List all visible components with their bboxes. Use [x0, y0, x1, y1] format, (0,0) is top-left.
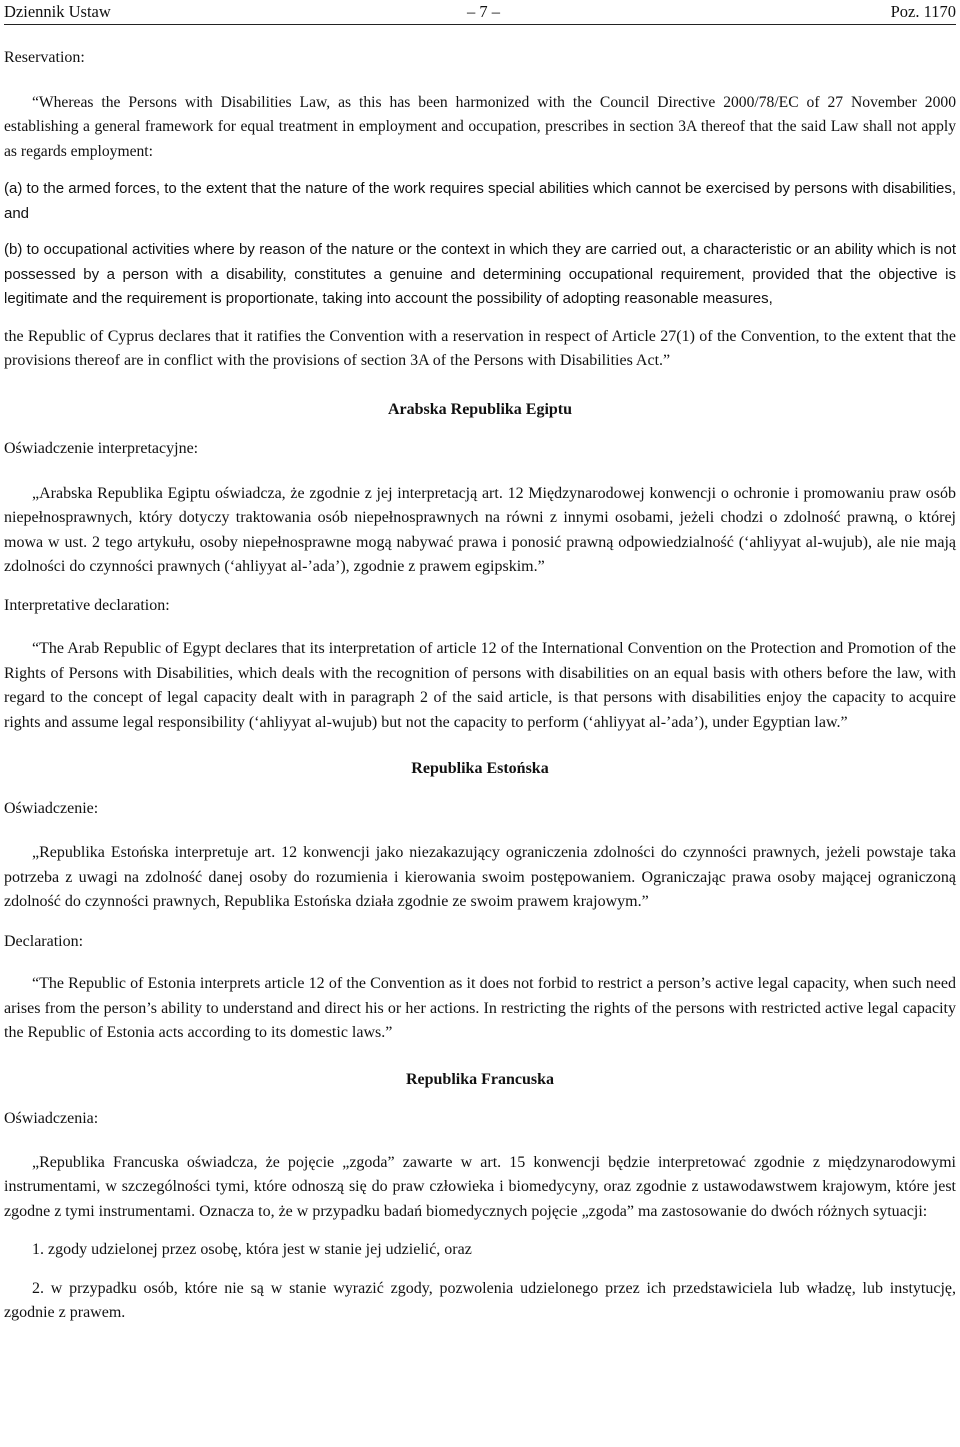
page-header — [4, 0, 956, 24]
country-heading-estonia: Republika Estońska — [411, 760, 549, 777]
document-page — [4, 0, 956, 1326]
cyprus-conclusion: the Republic of Cyprus declares that it ratifies the Convention with a reservation in respect of Article 27(1) of the Convention, to the extent that the provisions thereof are in conflict with the provisions of section 3A of the Persons with Disabilities Act.” — [4, 327, 956, 369]
header-divider — [4, 24, 956, 25]
egypt-section — [4, 398, 956, 736]
position-number: Poz. 1170 — [890, 2, 956, 21]
estonia-label-pl: Oświadczenie: — [4, 799, 99, 817]
page-number: – 7 – — [467, 2, 500, 21]
cyprus-item-a: (a) to the armed forces, to the extent that the nature of the work requires special abilities which cannot be exercised by persons with disabilities, and — [4, 180, 956, 222]
reservation-label: Reservation: — [4, 49, 85, 66]
france-item-2: 2. w przypadku osób, które nie są w stanie wyrazić zgody, pozwolenia udzielonego przez ich przedstawiciela lub władzę, lub instytucję, zgodnie z prawem. — [4, 1279, 956, 1321]
estonia-section — [4, 757, 956, 1046]
estonia-text-pl: „Republika Estońska interpretuje art. 12 konwencji jako niezakazujący ograniczenia zdolności do czynności prawnych, jeżeli powstaje taka potrzeba z uwagi na zdolność danej osoby do rozumienia i kierowania swoim postępowaniem. Ograniczając prawa osoby mającej ograniczoną zdolność do czynności prawnych, Republika Estońska działa zgodnie ze swoim prawem krajowym.” — [4, 844, 956, 910]
egypt-label-pl: Oświadczenie interpretacyjne: — [4, 440, 199, 457]
france-text-pl: „Republika Francuska oświadcza, że pojęcie „zgoda” zawarte w art. 15 konwencji będzie interpretować zgodnie z międzynarodowymi instrumentami, w szczególności tymi, które odnoszą się do praw człowieka i biomedycyny, oraz zgodnie z ustawodawstwem krajowym, które jest zgodne z tymi instrumentami. Oznacza to, że w przypadku badań biomedycznych pojęcie „zgoda” ma zastosowanie do dwóch różnych sytuacji: — [4, 1153, 956, 1220]
egypt-text-pl: „Arabska Republika Egiptu oświadcza, że zgodnie z jej interpretacją art. 12 Międzynarodowej konwencji o ochronie i promowaniu praw osób niepełnosprawnych, który dotyczy traktowania osób niepełnosprawnych na równi z innymi osobami, jeżeli chodzi o zdolność prawną, o której mowa w ust. 2 tego artykułu, osoby niepełnosprawne mogą nabywać prawa i ponosić prawną odpowiedzialność (‘ahliyyat al-wujub), ale nie mają zdolności do czynności prawnych (‘ahliyyat al-’ada’), zgodnie z prawem egipskim.” — [4, 484, 956, 575]
egypt-text-en: “The Arab Republic of Egypt declares that its interpretation of article 12 of the International Convention on the Protection and Promotion of the Rights of Persons with Disabilities, which deals with the recognition of persons with disabilities on an equal basis with others before the law, with regard to the concept of legal capacity dealt with in paragraph 2 of the said article, is that persons with disabilities enjoy the capacity to acquire rights and assume legal responsibility (‘ahliyyat al-wujub) but not the capacity to perform (‘ahliyyat al-’ada’), under Egyptian law.” — [4, 640, 956, 731]
cyprus-intro: “Whereas the Persons with Disabilities Law, as this has been harmonized with the Council Directive 2000/78/EC of 27 November 2000 establishing a general framework for equal treatment in employment and occupation, prescribes in section 3A thereof that the said Law shall not apply as regards employment: — [4, 93, 956, 160]
france-item-1: 1. zgody udzielonej przez osobę, która jest w stanie jej udzielić, oraz — [32, 1241, 472, 1258]
france-section — [4, 1068, 956, 1326]
cyprus-section — [4, 46, 956, 374]
cyprus-item-b: (b) to occupational activities where by reason of the nature or the context in which they are carried out, a characteristic or an ability which is not possessed by a person with a disability, constitutes a genuine and determining occupational requirement, provided that the objective is legitimate and the requirement is proportionate, taking into account the possibility of adopting reasonable measures, — [4, 241, 956, 307]
country-heading-france: Republika Francuska — [405, 1070, 555, 1088]
estonia-text-en: “The Republic of Estonia interprets article 12 of the Convention as it does not forbid to restrict a person’s active legal capacity, when such need arises from the person’s ability to understand and direct his or her actions. In restricting the rights of the persons with restricted active legal capacity the Republic of Estonia acts according to its domestic laws.” — [4, 975, 956, 1041]
estonia-label-en: Declaration: — [4, 932, 84, 950]
france-label-pl: Oświadczenia: — [4, 1110, 99, 1127]
journal-title: Dziennik Ustaw — [4, 2, 111, 21]
egypt-label-en: Interpretative declaration: — [4, 596, 170, 614]
country-heading-egypt: Arabska Republika Egiptu — [387, 400, 573, 418]
